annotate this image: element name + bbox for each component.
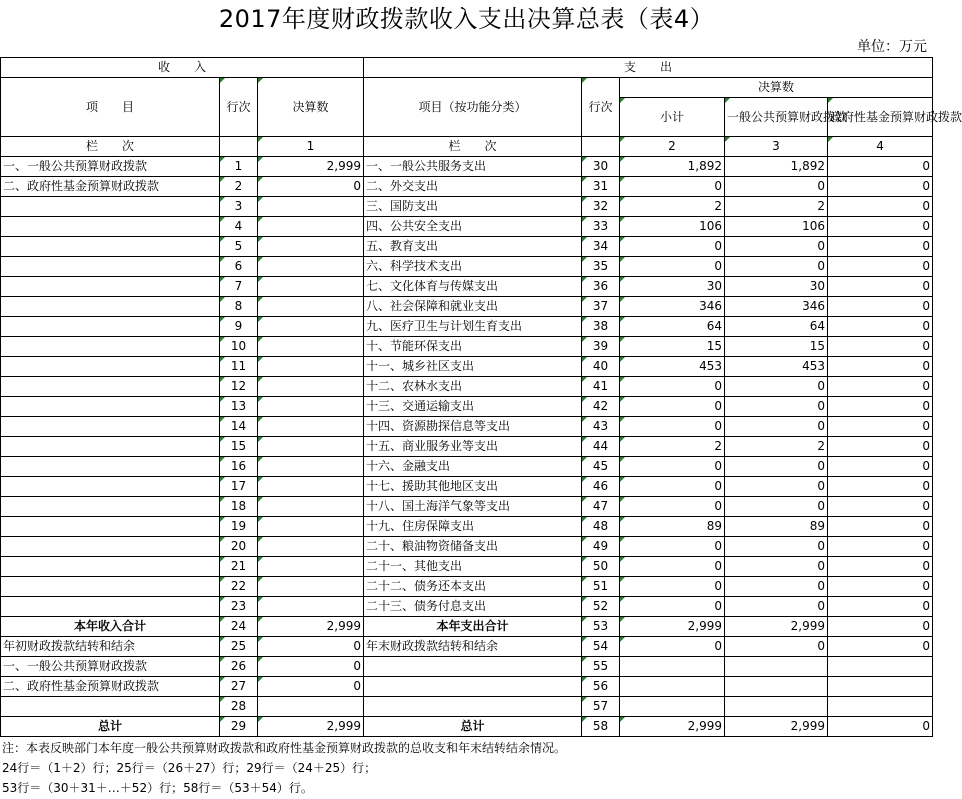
grand-expense-v3: 2,999 [725, 717, 828, 737]
subtotal-value: 0 [620, 557, 725, 577]
left-line-no: 11 [220, 357, 258, 377]
general-budget-value: 346 [725, 297, 828, 317]
left-value: 0 [258, 177, 364, 197]
subtotal-value: 0 [620, 537, 725, 557]
general-budget-value: 15 [725, 337, 828, 357]
table-row [1, 357, 933, 377]
general-budget-value: 1,892 [725, 157, 828, 177]
right-line-no: 30 [582, 157, 620, 177]
right-line-no: 37 [582, 297, 620, 317]
right-item: 十七、援助其他地区支出 [364, 477, 582, 497]
col-label-4: 4 [828, 137, 933, 157]
left-item [1, 497, 220, 517]
left-value [258, 277, 364, 297]
left-line-no: 19 [220, 517, 258, 537]
gov-fund-value: 0 [828, 437, 933, 457]
row28-no: 28 [220, 697, 258, 717]
left-value [258, 477, 364, 497]
row55-v2 [620, 657, 725, 677]
left-line-no: 9 [220, 317, 258, 337]
table-row [1, 337, 933, 357]
grand-total-row [1, 717, 933, 737]
line-no-right-header: 行次 [582, 78, 620, 137]
left-value [258, 457, 364, 477]
grand-income-no: 29 [220, 717, 258, 737]
grand-income-val: 2,999 [258, 717, 364, 737]
left-line-no: 22 [220, 577, 258, 597]
left-item [1, 217, 220, 237]
table-row [1, 497, 933, 517]
general-budget-value: 2 [725, 197, 828, 217]
right-line-no: 45 [582, 457, 620, 477]
right-line-no: 51 [582, 577, 620, 597]
left-item [1, 277, 220, 297]
left-item [1, 597, 220, 617]
left-value [258, 437, 364, 457]
col-label-3: 3 [725, 137, 828, 157]
right-line-no: 42 [582, 397, 620, 417]
table-row [1, 517, 933, 537]
grand-expense-v2: 2,999 [620, 717, 725, 737]
carry-in-val: 0 [258, 637, 364, 657]
carry-in-fund-label: 二、政府性基金预算财政拨款 [1, 677, 220, 697]
general-budget-value: 0 [725, 577, 828, 597]
left-line-no: 14 [220, 417, 258, 437]
gov-fund-value: 0 [828, 497, 933, 517]
subtotal-value: 0 [620, 397, 725, 417]
general-budget-value: 0 [725, 557, 828, 577]
grand-expense-v4: 0 [828, 717, 933, 737]
left-line-no: 20 [220, 537, 258, 557]
left-value [258, 377, 364, 397]
right-line-no: 47 [582, 497, 620, 517]
general-budget-value: 0 [725, 477, 828, 497]
left-line-no: 15 [220, 437, 258, 457]
left-line-no: 13 [220, 397, 258, 417]
gov-fund-value: 0 [828, 417, 933, 437]
col-label-right: 栏 次 [364, 137, 582, 157]
gov-fund-header: 政府性基金预算财政拨款 [828, 98, 933, 137]
table-row [1, 417, 933, 437]
right-line-no: 41 [582, 377, 620, 397]
income-total-val: 2,999 [258, 617, 364, 637]
table-row [1, 437, 933, 457]
subtotal-value: 106 [620, 217, 725, 237]
carry-out-v3: 0 [725, 637, 828, 657]
right-item: 十四、资源勘探信息等支出 [364, 417, 582, 437]
left-item [1, 237, 220, 257]
left-value [258, 597, 364, 617]
subtotal-value: 0 [620, 457, 725, 477]
grand-expense-no: 58 [582, 717, 620, 737]
right-item: 十二、农林水支出 [364, 377, 582, 397]
gov-fund-value: 0 [828, 477, 933, 497]
income-header: 收 入 [1, 58, 364, 78]
right-line-no: 50 [582, 557, 620, 577]
note-line: 注：本表反映部门本年度一般公共预算财政拨款和政府性基金预算财政拨款的总收支和年末结转结余情况。 [2, 741, 567, 755]
right-item: 十九、住房保障支出 [364, 517, 582, 537]
col-label-left-no [220, 137, 258, 157]
general-budget-value: 0 [725, 237, 828, 257]
row56-v3 [725, 677, 828, 697]
general-budget-value: 0 [725, 597, 828, 617]
gov-fund-value: 0 [828, 577, 933, 597]
row57-v2 [620, 697, 725, 717]
subtotal-value: 1,892 [620, 157, 725, 177]
subtotal-value: 453 [620, 357, 725, 377]
table-row [1, 197, 933, 217]
left-value [258, 197, 364, 217]
final-amount-header: 决算数 [258, 78, 364, 137]
grand-expense-label: 总计 [364, 717, 582, 737]
subtotal-value: 0 [620, 597, 725, 617]
subtotal-value: 0 [620, 237, 725, 257]
left-line-no: 17 [220, 477, 258, 497]
left-line-no: 4 [220, 217, 258, 237]
carry-in-general-label: 一、一般公共预算财政拨款 [1, 657, 220, 677]
left-item [1, 377, 220, 397]
carry-general-row [1, 657, 933, 677]
right-item: 七、文化体育与传媒支出 [364, 277, 582, 297]
gov-fund-value: 0 [828, 317, 933, 337]
left-line-no: 16 [220, 457, 258, 477]
table-row [1, 277, 933, 297]
general-budget-value: 0 [725, 457, 828, 477]
gov-fund-value: 0 [828, 597, 933, 617]
item-func-header: 项目（按功能分类） [364, 78, 582, 137]
gov-fund-value: 0 [828, 537, 933, 557]
subtotal-value: 2 [620, 437, 725, 457]
row57-no: 57 [582, 697, 620, 717]
row56-no: 56 [582, 677, 620, 697]
note-line: 24行＝（1＋2）行；25行＝（26＋27）行；29行＝（24＋25）行； [2, 761, 377, 775]
right-item: 十六、金融支出 [364, 457, 582, 477]
left-item [1, 537, 220, 557]
right-item: 十、节能环保支出 [364, 337, 582, 357]
right-item: 二十三、债务付息支出 [364, 597, 582, 617]
row28-item [1, 697, 220, 717]
right-line-no: 36 [582, 277, 620, 297]
right-line-no: 52 [582, 597, 620, 617]
carry-out-v2: 0 [620, 637, 725, 657]
subtotal-value: 64 [620, 317, 725, 337]
row-28-57 [1, 697, 933, 717]
col-label-1: 1 [258, 137, 364, 157]
right-line-no: 34 [582, 237, 620, 257]
gov-fund-value: 0 [828, 157, 933, 177]
left-item: 一、一般公共预算财政拨款 [1, 157, 220, 177]
right-item: 十五、商业服务业等支出 [364, 437, 582, 457]
table-row [1, 257, 933, 277]
expense-total-v3: 2,999 [725, 617, 828, 637]
left-line-no: 23 [220, 597, 258, 617]
right-line-no: 44 [582, 437, 620, 457]
gov-fund-value: 0 [828, 297, 933, 317]
left-item: 二、政府性基金预算财政拨款 [1, 177, 220, 197]
subtotal-value: 0 [620, 377, 725, 397]
row56-v4 [828, 677, 933, 697]
page-title: 2017年度财政拨款收入支出决算总表（表4） [218, 5, 715, 33]
left-value [258, 237, 364, 257]
subtotal-value: 0 [620, 477, 725, 497]
grand-income-label: 总计 [1, 717, 220, 737]
right-item: 四、公共安全支出 [364, 217, 582, 237]
general-budget-value: 0 [725, 257, 828, 277]
right-item: 十三、交通运输支出 [364, 397, 582, 417]
left-line-no: 3 [220, 197, 258, 217]
row28-val [258, 697, 364, 717]
right-line-no: 40 [582, 357, 620, 377]
subtotal-value: 89 [620, 517, 725, 537]
left-item [1, 557, 220, 577]
carry-in-no: 25 [220, 637, 258, 657]
carry-out-no: 54 [582, 637, 620, 657]
gov-fund-value: 0 [828, 397, 933, 417]
left-item [1, 357, 220, 377]
left-value [258, 337, 364, 357]
gov-fund-value: 0 [828, 517, 933, 537]
left-item [1, 257, 220, 277]
left-line-no: 21 [220, 557, 258, 577]
right-item: 六、科学技术支出 [364, 257, 582, 277]
general-budget-value: 0 [725, 537, 828, 557]
left-item [1, 317, 220, 337]
gov-fund-value: 0 [828, 197, 933, 217]
col-label-2: 2 [620, 137, 725, 157]
expense-total-v4: 0 [828, 617, 933, 637]
subtotal-value: 2 [620, 197, 725, 217]
left-item [1, 477, 220, 497]
subtotal-value: 0 [620, 177, 725, 197]
carry-in-general-val: 0 [258, 657, 364, 677]
right-line-no: 31 [582, 177, 620, 197]
right-item: 五、教育支出 [364, 237, 582, 257]
subtotal-value: 15 [620, 337, 725, 357]
col-label-left: 栏 次 [1, 137, 220, 157]
left-item [1, 457, 220, 477]
general-budget-value: 0 [725, 397, 828, 417]
gov-fund-value: 0 [828, 277, 933, 297]
row56-v2 [620, 677, 725, 697]
notes [0, 738, 933, 798]
carry-row [1, 637, 933, 657]
subtotal-header: 小计 [620, 98, 725, 137]
unit-label: 单位：万元 [857, 39, 927, 55]
left-line-no: 1 [220, 157, 258, 177]
final-group-header: 决算数 [620, 78, 933, 98]
left-value [258, 417, 364, 437]
table-row [1, 217, 933, 237]
right-line-no: 49 [582, 537, 620, 557]
income-total-label: 本年收入合计 [1, 617, 220, 637]
right-item: 二十一、其他支出 [364, 557, 582, 577]
left-value: 2,999 [258, 157, 364, 177]
gov-fund-value: 0 [828, 557, 933, 577]
expense-total-label: 本年支出合计 [364, 617, 582, 637]
carry-in-fund-no: 27 [220, 677, 258, 697]
general-budget-value: 89 [725, 517, 828, 537]
table-row [1, 577, 933, 597]
right-item: 九、医疗卫生与计划生育支出 [364, 317, 582, 337]
left-line-no: 18 [220, 497, 258, 517]
right-item: 八、社会保障和就业支出 [364, 297, 582, 317]
subtotal-value: 0 [620, 577, 725, 597]
subtotal-value: 0 [620, 257, 725, 277]
left-value [258, 257, 364, 277]
general-budget-header: 一般公共预算财政拨款 [725, 98, 828, 137]
right-item: 二十二、债务还本支出 [364, 577, 582, 597]
left-line-no: 8 [220, 297, 258, 317]
table-row [1, 177, 933, 197]
right-line-no: 33 [582, 217, 620, 237]
left-value [258, 577, 364, 597]
left-line-no: 2 [220, 177, 258, 197]
right-item: 十八、国土海洋气象等支出 [364, 497, 582, 517]
income-total-row [1, 617, 933, 637]
left-value [258, 297, 364, 317]
expense-total-no: 53 [582, 617, 620, 637]
gov-fund-value: 0 [828, 337, 933, 357]
row55-v4 [828, 657, 933, 677]
general-budget-value: 106 [725, 217, 828, 237]
table-row [1, 537, 933, 557]
row55-v3 [725, 657, 828, 677]
table-row [1, 237, 933, 257]
gov-fund-value: 0 [828, 457, 933, 477]
right-line-no: 38 [582, 317, 620, 337]
left-value [258, 317, 364, 337]
right-line-no: 39 [582, 337, 620, 357]
gov-fund-value: 0 [828, 357, 933, 377]
general-budget-value: 0 [725, 417, 828, 437]
gov-fund-value: 0 [828, 177, 933, 197]
table-row [1, 297, 933, 317]
general-budget-value: 2 [725, 437, 828, 457]
right-line-no: 46 [582, 477, 620, 497]
left-item [1, 417, 220, 437]
line-no-header: 行次 [220, 78, 258, 137]
left-item [1, 437, 220, 457]
left-item [1, 577, 220, 597]
left-item [1, 397, 220, 417]
general-budget-value: 0 [725, 377, 828, 397]
table-row [1, 317, 933, 337]
gov-fund-value: 0 [828, 377, 933, 397]
left-value [258, 537, 364, 557]
carry-fund-row [1, 677, 933, 697]
left-item [1, 197, 220, 217]
carry-out-label: 年末财政拨款结转和结余 [364, 637, 582, 657]
right-item: 二、外交支出 [364, 177, 582, 197]
row57-v4 [828, 697, 933, 717]
left-value [258, 557, 364, 577]
left-value [258, 397, 364, 417]
left-item [1, 337, 220, 357]
left-item [1, 297, 220, 317]
subtotal-value: 346 [620, 297, 725, 317]
left-line-no: 10 [220, 337, 258, 357]
left-value [258, 217, 364, 237]
general-budget-value: 30 [725, 277, 828, 297]
right-line-no: 32 [582, 197, 620, 217]
subtotal-value: 30 [620, 277, 725, 297]
table-row [1, 597, 933, 617]
right-line-no: 43 [582, 417, 620, 437]
right-item: 一、一般公共服务支出 [364, 157, 582, 177]
expense-header: 支 出 [364, 58, 933, 78]
right-line-no: 48 [582, 517, 620, 537]
left-line-no: 7 [220, 277, 258, 297]
carry-out-v4: 0 [828, 637, 933, 657]
right-item: 二十、粮油物资储备支出 [364, 537, 582, 557]
expense-total-v2: 2,999 [620, 617, 725, 637]
gov-fund-value: 0 [828, 217, 933, 237]
left-value [258, 357, 364, 377]
table-row [1, 157, 933, 177]
carry-in-label: 年初财政拨款结转和结余 [1, 637, 220, 657]
right-item: 三、国防支出 [364, 197, 582, 217]
gov-fund-value: 0 [828, 257, 933, 277]
subtotal-value: 0 [620, 417, 725, 437]
note-line: 53行＝（30＋31＋…＋52）行；58行＝（53＋54）行。 [2, 781, 313, 795]
income-total-no: 24 [220, 617, 258, 637]
left-line-no: 6 [220, 257, 258, 277]
table-row [1, 457, 933, 477]
right-line-no: 35 [582, 257, 620, 277]
gov-fund-value: 0 [828, 237, 933, 257]
subtotal-value: 0 [620, 497, 725, 517]
row57-v3 [725, 697, 828, 717]
left-item [1, 517, 220, 537]
carry-in-fund-val: 0 [258, 677, 364, 697]
left-value [258, 517, 364, 537]
row55-item [364, 657, 582, 677]
table-row [1, 477, 933, 497]
item-header: 项 目 [1, 78, 220, 137]
general-budget-value: 0 [725, 497, 828, 517]
row55-no: 55 [582, 657, 620, 677]
table-row [1, 557, 933, 577]
general-budget-value: 64 [725, 317, 828, 337]
budget-table [0, 57, 962, 737]
col-label-right-no [582, 137, 620, 157]
general-budget-value: 453 [725, 357, 828, 377]
carry-in-general-no: 26 [220, 657, 258, 677]
row56-item [364, 677, 582, 697]
general-budget-value: 0 [725, 177, 828, 197]
left-value [258, 497, 364, 517]
table-row [1, 397, 933, 417]
left-line-no: 12 [220, 377, 258, 397]
table-row [1, 377, 933, 397]
row57-item [364, 697, 582, 717]
right-item: 十一、城乡社区支出 [364, 357, 582, 377]
left-line-no: 5 [220, 237, 258, 257]
